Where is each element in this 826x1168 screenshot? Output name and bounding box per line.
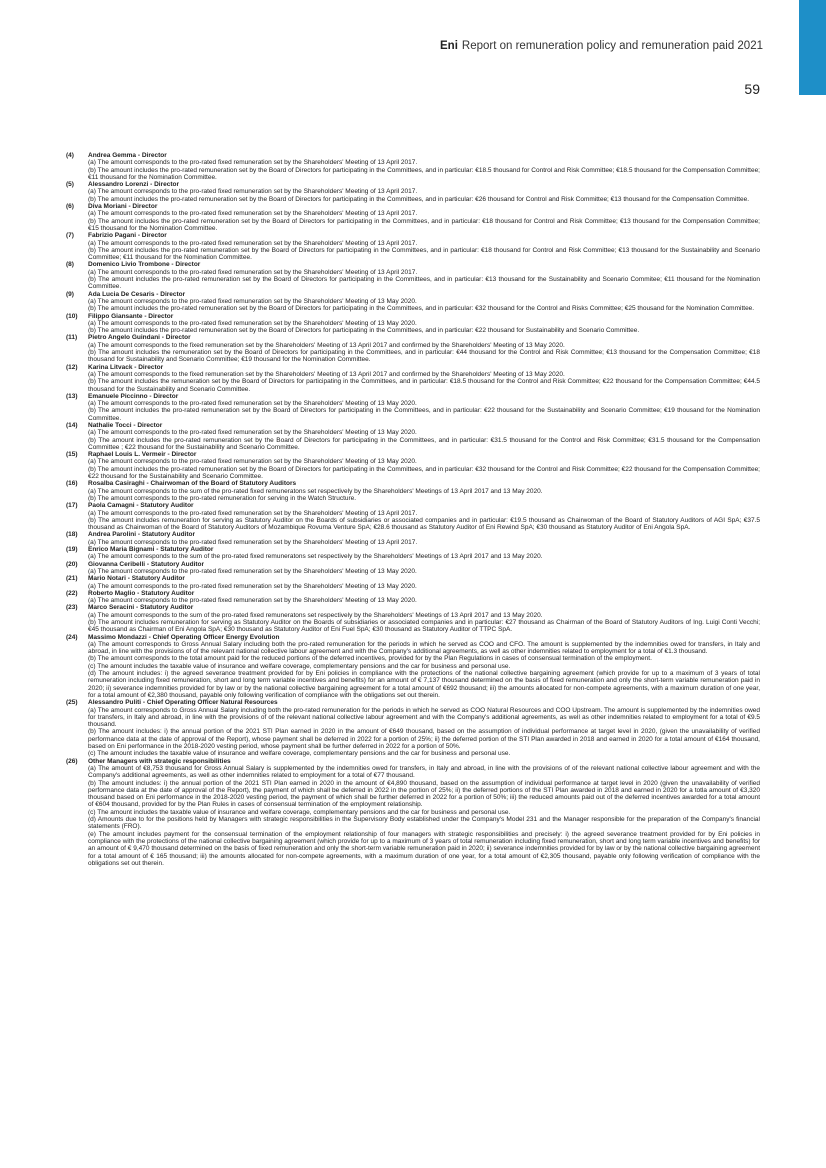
footnote-title: Fabrizio Pagani - Director	[88, 232, 167, 240]
footnote-number: (8)	[66, 261, 74, 269]
page-number: 59	[744, 81, 760, 97]
footnote-line: (a) The amount corresponds to the pro-rated fixed remuneration set by the Shareholders' Meeting of 13 May 2020.	[88, 597, 417, 605]
footnote-title: Roberto Maglio - Statutory Auditor	[88, 589, 195, 597]
footnote-title: Other Managers with strategic responsibilities	[88, 757, 231, 765]
footnote-line: (d) Amounts due to for the positions held by Managers with strategic responsibilities in the Supervisory Body established under the Company's Model 231 and the Manager responsible for the preparation of the Company's financial statements (FRO).	[88, 816, 760, 831]
footnote-title: Diva Moriani - Director	[88, 203, 158, 211]
footnote-line: (a) The amount corresponds to the pro-rated fixed remuneration set by the Shareholders' Meeting of 13 May 2020.	[88, 319, 417, 327]
footnote-title: Mario Notari - Statutory Auditor	[88, 575, 185, 583]
footnote-title: Alessandro Puliti - Chief Operating Officer Natural Resources	[88, 699, 278, 707]
footnote-number: (19)	[66, 546, 78, 554]
footnote-line: (b) The amount includes the pro-rated remuneration set by the Board of Directors for participating in the Committees, and in particular: €32 thousand for the Control and Risks Committee; €25 thousand for the Nomination Committee.	[88, 305, 755, 313]
footnote-title: Pietro Angelo Guindani - Director	[88, 334, 191, 342]
footnote-line: (a) The amount corresponds to the pro-rated fixed remuneration set by the Shareholders' Meeting of 13 May 2020.	[88, 297, 417, 305]
footnote-title: Filippo Giansante - Director	[88, 312, 174, 320]
footnote-number: (21)	[66, 575, 78, 583]
footnote-number: (9)	[66, 290, 74, 298]
footnote-line: (b) The amount includes the pro-rated remuneration set by the Board of Directors for participating in the Committees, and in particular: €26 thousand for Control and Risk Committee; €13 thousand for the Compensation Committee.	[88, 195, 750, 203]
footnote-line: (b) The amount includes remuneration for serving as Statutory Auditor on the Boards of subsidiaries or associated companies and in particular: €27 thousand as Chairman of the Board of Statutory Auditors of Ing. Luigi Conti Vecchi; €45 thousand as Chairman of Eni Angola SpA; €30 thousand as Statutory Auditor of Eni Fuel SpA; €30 thousand as Statutory Auditor of TTPC SpA.	[88, 619, 760, 634]
footnote-item	[66, 531, 760, 546]
footnote-number: (5)	[66, 181, 74, 189]
footnote-item	[66, 604, 760, 633]
footnote-item	[66, 422, 760, 451]
footnote-title: Paola Camagni - Statutory Auditor	[88, 502, 194, 510]
footnote-item	[66, 364, 760, 393]
footnote-line: (a) The amount corresponds to the sum of the pro-rated fixed remuneratons set respectively by the Shareholders' Meetings of 13 April 2017 and 13 May 2020.	[88, 553, 543, 561]
footnote-line: (a) The amount corresponds to the pro-rated fixed remuneration set by the Shareholders' Meeting of 13 April 2017.	[88, 159, 418, 167]
footnote-number: (11)	[66, 334, 78, 342]
footnote-title: Emanuele Piccinno - Director	[88, 392, 179, 400]
footnote-number: (17)	[66, 502, 78, 510]
footnote-item	[66, 546, 760, 561]
footnote-number: (15)	[66, 451, 78, 459]
footnote-item	[66, 575, 760, 590]
footnote-number: (25)	[66, 699, 78, 707]
footnote-title: Andrea Gemma - Director	[88, 152, 167, 159]
footnote-line: (c) The amount includes the taxable value of insurance and welfare coverage, complementary pensions and the car for business and personal use.	[88, 808, 511, 816]
footnote-line: (a) The amount corresponds to the pro-rated fixed remuneration set by the Shareholders' Meeting of 13 May 2020.	[88, 458, 417, 466]
footnote-title: Andrea Parolini - Statutory Auditor	[88, 531, 196, 539]
footnote-item	[66, 203, 760, 232]
footnote-number: (23)	[66, 604, 78, 612]
footnote-item	[66, 502, 760, 531]
footnote-item	[66, 232, 760, 261]
footnote-line: (b) The amount includes the pro-rated remuneration set by the Board of Directors for participating in the Committees, and in particular: €31.5 thousand for the Control and Risk Committee; €31.5 thousand for the Compensation Committee ; €22 thousand for the Sustainability and Scenario Committee.	[88, 436, 760, 451]
footnote-line: (b) The amount corresponds to the pro-rated remuneration for serving in the Watch Structure.	[88, 494, 357, 502]
footnote-line: (a) The amount corresponds to Gross Annual Salary including both the pro-rated remuneration for the periods in which he served as COO Natural Resources and COO Upstream. The amount is supplemented by the indemnities owed for transfers, in Italy and abroad, in line with the provisions of of the relevant national collective labour agreement and with the Company's additional agreements, as well as other indemnities related to employment for a total of €9.5 thousand.	[88, 706, 760, 729]
footnote-number: (22)	[66, 589, 78, 597]
footnote-line: (b) The amount includes the pro-rated remuneration set by the Board of Directors for participating in the Committees, and in particular: €13 thousand for the Sustainability and Scenario Commitee; €11 thousand for the Nomination Committee.	[88, 276, 760, 291]
footnote-item	[66, 634, 760, 700]
footnote-line: (a) The amount corresponds to the pro-rated fixed remuneration set by the Shareholders' Meeting of 13 May 2020.	[88, 400, 417, 408]
footnote-line: (a) The amount corresponds to Gross Annual Salary including both the pro-rated remuneration for the periods in which he served as COO and CFO. The amount is supplemented by the indemnities owed for transfers, in Italy and abroad, in line with the provisions of of the relevant national collective labour agreement and with the Company's additional agreements, as well as other indemnities related to employment for a total of €1.3 thousand.	[88, 640, 760, 656]
footnote-number: (24)	[66, 633, 78, 641]
footnote-title: Alessandro Lorenzi - Director	[88, 181, 180, 189]
footnote-line: (a) The amount corresponds to the pro-rated fixed remuneration set by the Shareholders' Meeting of 13 April 2017.	[88, 268, 418, 276]
footnote-title: Massimo Mondazzi - Chief Operating Officer Energy Evolution	[88, 633, 280, 641]
footnote-line: (c) The amount includes the taxable value of insurance and welfare coverage, complementary pensions and the car for business and personal use.	[88, 662, 511, 670]
footnote-line: (a) The amount corresponds to the pro-rated fixed remuneration set by the Shareholders' Meeting of 13 April 2017.	[88, 509, 418, 517]
footnote-number: (7)	[66, 232, 74, 240]
footnote-number: (4)	[66, 152, 74, 159]
footnote-line: (b) The amount includes the pro-rated remuneration set by the Board of Directors for participating in the Committees, and in particular: €18.5 thousand for Control and Risk Committee; €18.5 thousand for the Compensation Committee; €11 thousand for the Nomination Committee.	[88, 166, 760, 181]
footnote-line: (b) The amount includes: i) the annual portion of the 2021 STI Plan earned in 2020 in the amount of €4,890 thousand, based on the assumption of individual performance at target level in 2020 (given the unavailability of verified performance data at the date of approval of the Report), the payment of which shall be deferred in 2022 in the portion of 25%; ii) the deferred portions of the STI Plan awarded in 2018 and earned in 2020 for a totla amount of €3,320 thousand based on Eni performance in the 2018-2020 vesting period, the payment of which shall be further deferred in 2022 for a portion of 50%; iii) the reduced amounts paid out of the deferred incentives awarded for a total amount of €604 thousand, provided for by the Plan Rules in cases of consensual termination of the employment relationship.	[88, 779, 760, 809]
footnote-line: (b) The amount includes the remuneration set by the Board of Directors for participating in the Committees, and in particular: €18.5 thousand for the Control and Risk Committee; €22 thousand for the Compensation Committee; €44.5 thousand for the Sustainability and Scenario Committee.	[88, 378, 760, 393]
footnote-number: (20)	[66, 560, 78, 568]
footnote-line: (e) The amount includes payment for the consensual termination of the employment relationship of four managers with strategic responsibilities and precisely: i) the agreed severance treatment provided for by Eni policies in compliance with the protections of the national collective bargaining agreement (which provide for up to a maximum of 3 years of total remuneration including fixed remuneration, short and long term variable incentives and benefits) for an amount of € 9,470 thousand determined on the basis of fixed remuneration and only the short-term variable remuneration paid in 2020; ii) severance indemnities provided for by law or by the national collective bargaining agreement for a total amount of € 165 thousand; iii) the amounts allocated for non-compete agreements, with a maximum duration of one year, for a total amount of €2,305 thousand, payable only following verification of compliance with the obligations set out therein.	[88, 830, 760, 867]
footnote-line: (b) The amount includes the remuneration set by the Board of Directors for participating in the Committees, and in particular: €44 thousand for the Control and Risk Committee; €13 thousand for the Compensation Committee; €18 thousand for Sustainability and Scenario Committee; €19 thousand for the Nomination Committee.	[88, 349, 760, 364]
footnote-line: (a) The amount corresponds to the pro-rated fixed remuneration set by the Shareholders' Meeting of 13 May 2020.	[88, 582, 417, 590]
footnote-number: (6)	[66, 203, 74, 211]
footnote-line: (b) The amount corresponds to the total amount paid for the reduced portions of the deferred incentives, provided for by the Plan Regulations in cases of consensual termination of the employment.	[88, 655, 652, 663]
footnote-line: (b) The amount includes the pro-rated remuneration set by the Board of Directors for participating in the Committees, and in particular: €22 thousand for the Sustainability and Scenario Committee; €19 thousand for the Nomination Committee.	[88, 407, 760, 422]
footnote-title: Enrico Maria Bignami - Statutory Auditor	[88, 546, 214, 554]
footnote-title: Domenico Livio Trombone - Director	[88, 261, 201, 269]
footnote-line: (a) The amount corresponds to the pro-rated fixed remuneration set by the Shareholders' Meeting of 13 May 2020.	[88, 567, 417, 575]
footnote-item	[66, 393, 760, 422]
footnote-title: Giovanna Ceribelli - Statutory Auditor	[88, 560, 205, 568]
footnote-title: Ada Lucia De Cesaris - Director	[88, 290, 186, 298]
footnote-line: (a) The amount corresponds to the fixed remuneration set by the Shareholders' Meeting of 13 April 2017 and confirmed by the Shareholders' Meeting of 13 May 2020.	[88, 341, 565, 349]
footnote-item	[66, 334, 760, 363]
footnote-item	[66, 480, 760, 502]
footnote-number: (26)	[66, 757, 78, 765]
footnote-item	[66, 261, 760, 290]
brand-name: Eni	[440, 40, 458, 52]
corner-accent-tab	[799, 0, 826, 95]
footnote-line: (b) The amount includes remuneration for serving as Statutory Auditor on the Boards of subsidiaries or associated companies and in particular: €19.5 thousand as Chairwoman of the Board of Statutory Auditors of AGI SpA; €37.5 thousand as Chairwoman of the Board of Statutory Auditors of Mozambique Rovuma Venture SpA; €28.6 thousand as Statutory Auditor of Eni Rewind SpA; €30 thousand as Statutory Auditor of Eni Angola SpA.	[88, 516, 760, 532]
footnote-item	[66, 758, 760, 867]
footnote-number: (14)	[66, 421, 78, 429]
footnote-line: (a) The amount corresponds to the fixed remuneration set by the Shareholders' Meeting of 13 April 2017 and confirmed by the Shareholders' Meeting of 13 May 2020.	[88, 370, 565, 378]
footnote-title: Marco Seracini - Statutory Auditor	[88, 604, 194, 612]
footnote-number: (16)	[66, 480, 78, 488]
footnote-line: (a) The amount corresponds to the sum of the pro-rated fixed remuneratons set respectively by the Shareholders' Meetings of 13 April 2017 and 13 May 2020.	[88, 487, 543, 495]
report-title: Report on remuneration policy and remuneration paid 2021	[461, 40, 763, 52]
footnote-line: (a) The amount corresponds to the pro-rated fixed remuneration set by the Shareholders' Meeting of 13 April 2017.	[88, 210, 418, 218]
footnote-title: Nathalie Tocci - Director	[88, 421, 163, 429]
footnote-line: (c) The amount includes the taxable value of insurance and welfare coverage, complementary pensions and the car for business and personal use.	[88, 750, 511, 758]
footnote-item	[66, 181, 760, 203]
footnote-item	[66, 451, 760, 480]
footnote-line: (b) The amount includes the pro-rated remuneration set by the Board of Directors for participating in the Committees, and in particular: €18 thousand for Control and Risk Committee; €13 thousand for the Compensation Committee; €15 thousand for the Nomination Committee.	[88, 217, 760, 232]
footnote-number: (12)	[66, 363, 78, 371]
footnote-number: (10)	[66, 312, 78, 320]
footnote-line: (b) The amount includes the pro-rated remuneration set by the Board of Directors for participating in the Committees, and in particular: €18 thousand for Control and Risk Committee; €13 thousand for the Sustainability and Scenario Committee; €11 thousand for the Nomination Committee.	[88, 246, 760, 262]
footnote-line: (a) The amount corresponds to the pro-rated fixed remuneration set by the Shareholders' Meeting of 13 April 2017.	[88, 188, 418, 196]
footnote-item	[66, 291, 760, 313]
footnotes-list	[66, 152, 760, 867]
footnote-item	[66, 590, 760, 605]
footnote-item	[66, 313, 760, 335]
page-header	[440, 40, 763, 52]
footnote-line: (b) The amount includes the pro-rated remuneration set by the Board of Directors for participating in the Committees, and in particular: €32 thousand for the Control and Risk Committee; €22 thousand for the Compensation Committee; €22 thousand for the Sustainability and Scenario Committee.	[88, 465, 760, 481]
footnote-title: Raphael Louis L. Vermeir - Director	[88, 451, 197, 459]
footnote-item	[66, 699, 760, 757]
footnote-line: (a) The amount corresponds to the pro-rated fixed remuneration set by the Shareholders' Meeting of 13 April 2017.	[88, 538, 418, 546]
footnote-line: (a) The amount of €8,753 thousand for Gross Annual Salary is supplemented by the indemnities owed for transfers, in Italy and abroad, in line with the provisions of of the relevant national collective labour agreement and with the Company's additional agreements, as well as other indemnities related to employment for a total of €77 thousand.	[88, 764, 760, 780]
footnote-number: (13)	[66, 392, 78, 400]
footnote-title: Karina Litvack - Director	[88, 363, 164, 371]
footnote-line: (b) The amount includes: i) the annual portion of the 2021 STI Plan earned in 2020 in the amount of €649 thousand, based on the assumption of individual performance at target level in 2020, (given the unavailability of verified performance data at the date of approval of the Report), whose payment shall be deferred in 2022 for a portion of 25%; ii) the deferred portion of the STI Plan awarded in 2018 and earned in 2020 for a total amount of €164 thousand, based on Eni performance in the 2018-2020 vesting period, whose payment shall be further deferred in 2022 for a portion of 50%.	[88, 728, 760, 751]
footnote-line: (d) The amount includes: i) the agreed severance treatment provided for by Eni policies in compliance with the protections of the national collective bargaining agreement (which provide for up to a maximum of 3 years of total remuneration including fixed remuneration, short and long term variable incentives and benefits) for an amount of € 7,137 thousand determined on the basis of fixed remuneration and only the short-term variable remuneration paid in 2020; ii) severance indemnities provided for by law or by the national collective bargaining agreement for a total amount of €692 thousand; iii) the amounts allocated for non-compete agreements, with a maximum duration of one year, for a total amount of €2,380 thousand, payable only following verification of compliance with the obligations set out therein.	[88, 670, 760, 699]
footnote-line: (b) The amount includes the pro-rated remuneration set by the Board of Directors for participating in the Committees, and in particular: €22 thousand for Sustainability and Scenario Committee.	[88, 327, 640, 335]
footnote-item	[66, 561, 760, 576]
footnote-title: Rosalba Casiraghi - Chairwoman of the Board of Statutory Auditors	[88, 480, 297, 488]
footnote-line: (a) The amount corresponds to the pro-rated fixed remuneration set by the Shareholders' Meeting of 13 April 2017.	[88, 239, 418, 247]
footnote-line: (a) The amount corresponds to the sum of the pro-rated fixed remuneratons set respectively by the Shareholders' Meetings of 13 April 2017 and 13 May 2020.	[88, 611, 543, 619]
footnote-number: (18)	[66, 531, 78, 539]
footnote-item	[66, 152, 760, 181]
footnote-line: (a) The amount corresponds to the pro-rated fixed remuneration set by the Shareholders' Meeting of 13 May 2020.	[88, 429, 417, 437]
